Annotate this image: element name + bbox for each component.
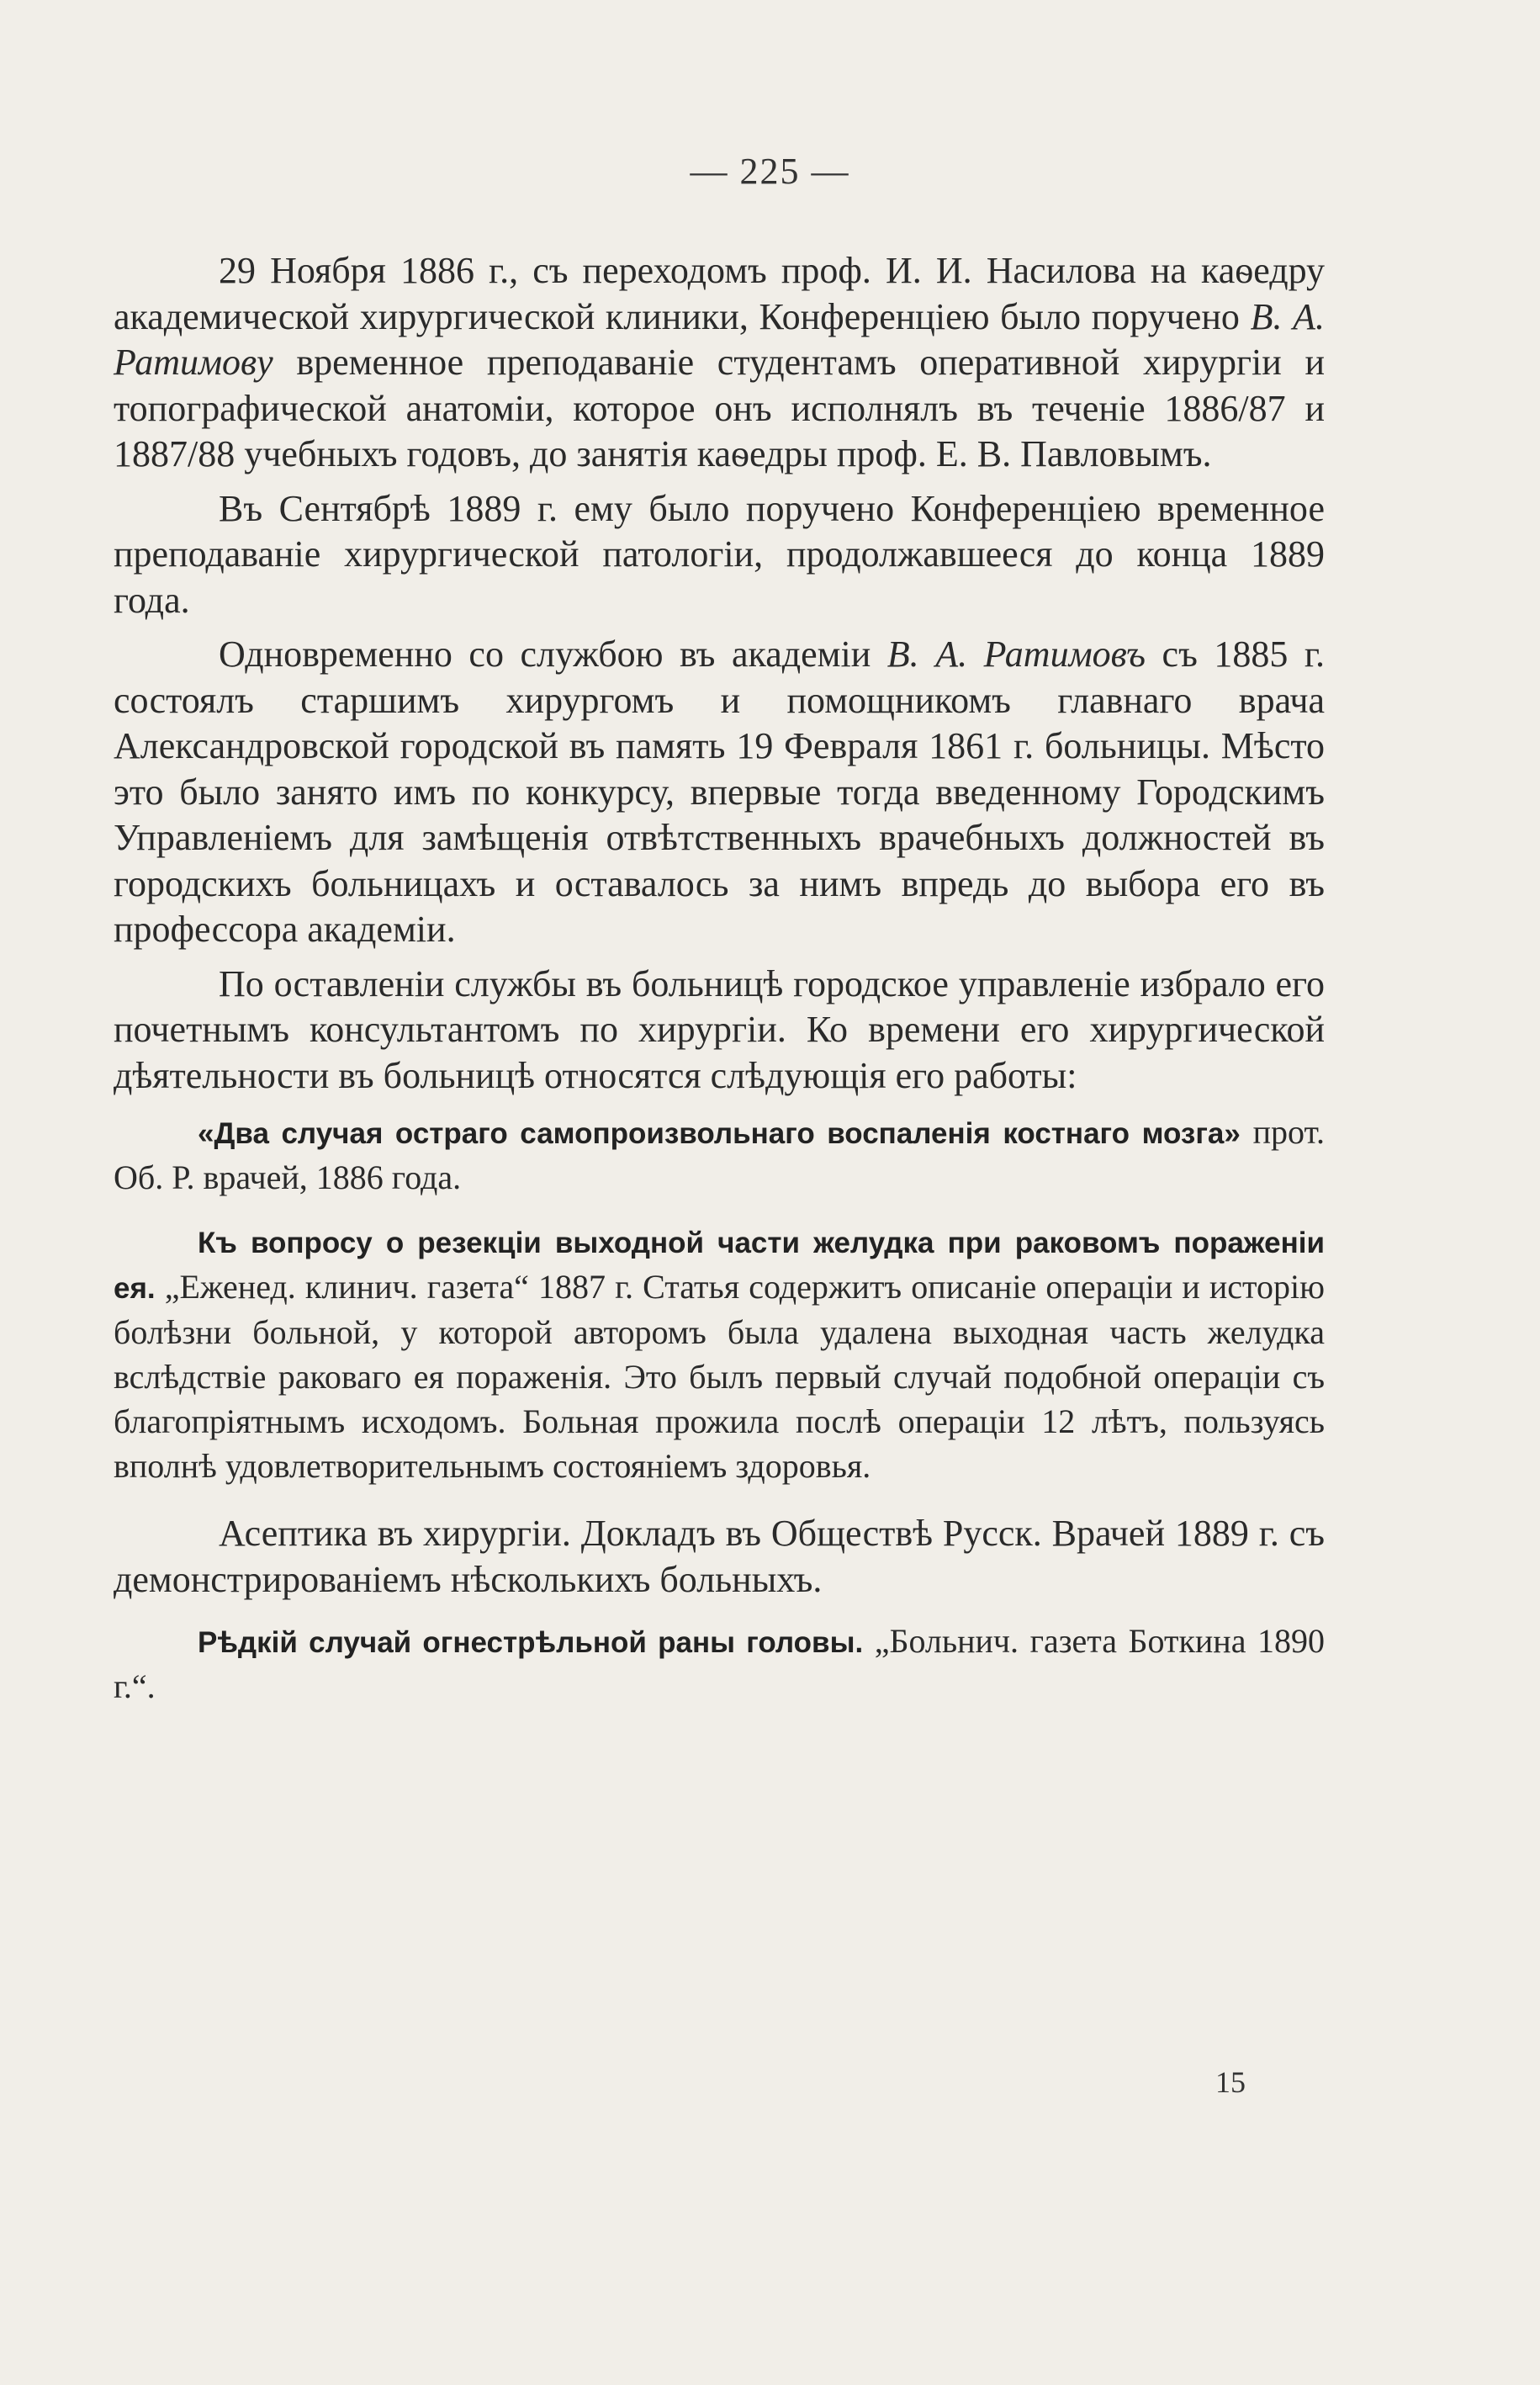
- paragraph-4: По оставленіи службы въ больницѣ городское управленіе избрало его почетнымъ консультантомъ по хирургіи. Ко времени его хирургической дѣятельности въ больницѣ относятся слѣдующія его работы:: [114, 962, 1325, 1096]
- work-title: «Два случая остраго самопроизвольнаго воспаленія костнаго мозга»: [198, 1117, 1241, 1150]
- paragraph-3: [114, 632, 1325, 953]
- work-title: Къ вопросу о резекціи выходной части желудка при раковомъ пораженіи ея.: [114, 1227, 1325, 1305]
- page-number: — 225 —: [690, 151, 850, 192]
- person-name: В. А. Ратимовъ: [886, 633, 1146, 675]
- paragraph-1-part-a: 29 Ноября 1886 г., съ переходомъ проф. И. И. Насилова на каѳедру академической хирургической клиники, Конференціею было поручено: [114, 250, 1325, 337]
- work-entry-2: [114, 1221, 1325, 1489]
- paragraph-3-part-a: Одновременно со службою въ академіи: [219, 633, 887, 675]
- paragraph-1: [114, 248, 1325, 478]
- work-entry-3: Асептика въ хирургіи. Докладъ въ Обществѣ Русск. Врачей 1889 г. съ демонстрированіемъ нѣсколькихъ больныхъ.: [114, 1513, 1325, 1600]
- main-text: [114, 248, 1325, 1709]
- work-details: „Больнич. газета Боткина 1890 г.“.: [114, 1622, 1325, 1705]
- work-entry-4: [114, 1619, 1325, 1709]
- paragraph-3-part-b: съ 1885 г. состоялъ старшимъ хирургомъ и помощникомъ главнаго врача Александровской городской въ память 19 Февраля 1861 г. больницы. Мѣсто это было занято имъ по конкурсу, впервые тогда введенному Городскимъ Управленіемъ для замѣщенія отвѣтственныхъ врачебныхъ должностей въ городскихъ больницахъ и оставалось за нимъ впредь до выбора его въ профессора академіи.: [114, 633, 1325, 950]
- person-name: В. А. Ратимову: [114, 295, 1325, 383]
- work-details: „Еженед. клинич. газета“ 1887 г. Статья содержитъ описаніе операціи и исторію болѣзни больной, у которой авторомъ была удалена выходная часть желудка вслѣдствіе раковаго ея пораженія. Это былъ первый случай подобной операціи съ благопріятнымъ исходомъ. Больная прожила послѣ операціи 12 лѣтъ, пользуясь вполнѣ удовлетворительнымъ состояніемъ здоровья.: [114, 1268, 1325, 1485]
- paragraph-1-part-b: временное преподаваніе студентамъ оперативной хирургіи и топографической анатоміи, которое онъ исполнялъ въ теченіе 1886/87 и 1887/88 учебныхъ годовъ, до занятія каѳедры проф. Е. В. Павловымъ.: [114, 342, 1325, 474]
- paragraph-2: Въ Сентябрѣ 1889 г. ему было поручено Конференціею временное преподаваніе хирургической патологіи, продолжавшееся до конца 1889 года.: [114, 487, 1325, 621]
- work-details: прот. Об. Р. врачей, 1886 года.: [114, 1113, 1325, 1196]
- work-title: Рѣдкій случай огнестрѣльной раны головы.: [198, 1626, 864, 1659]
- work-entry-1: [114, 1110, 1325, 1200]
- printer-signature-mark: 15: [1215, 2065, 1246, 2099]
